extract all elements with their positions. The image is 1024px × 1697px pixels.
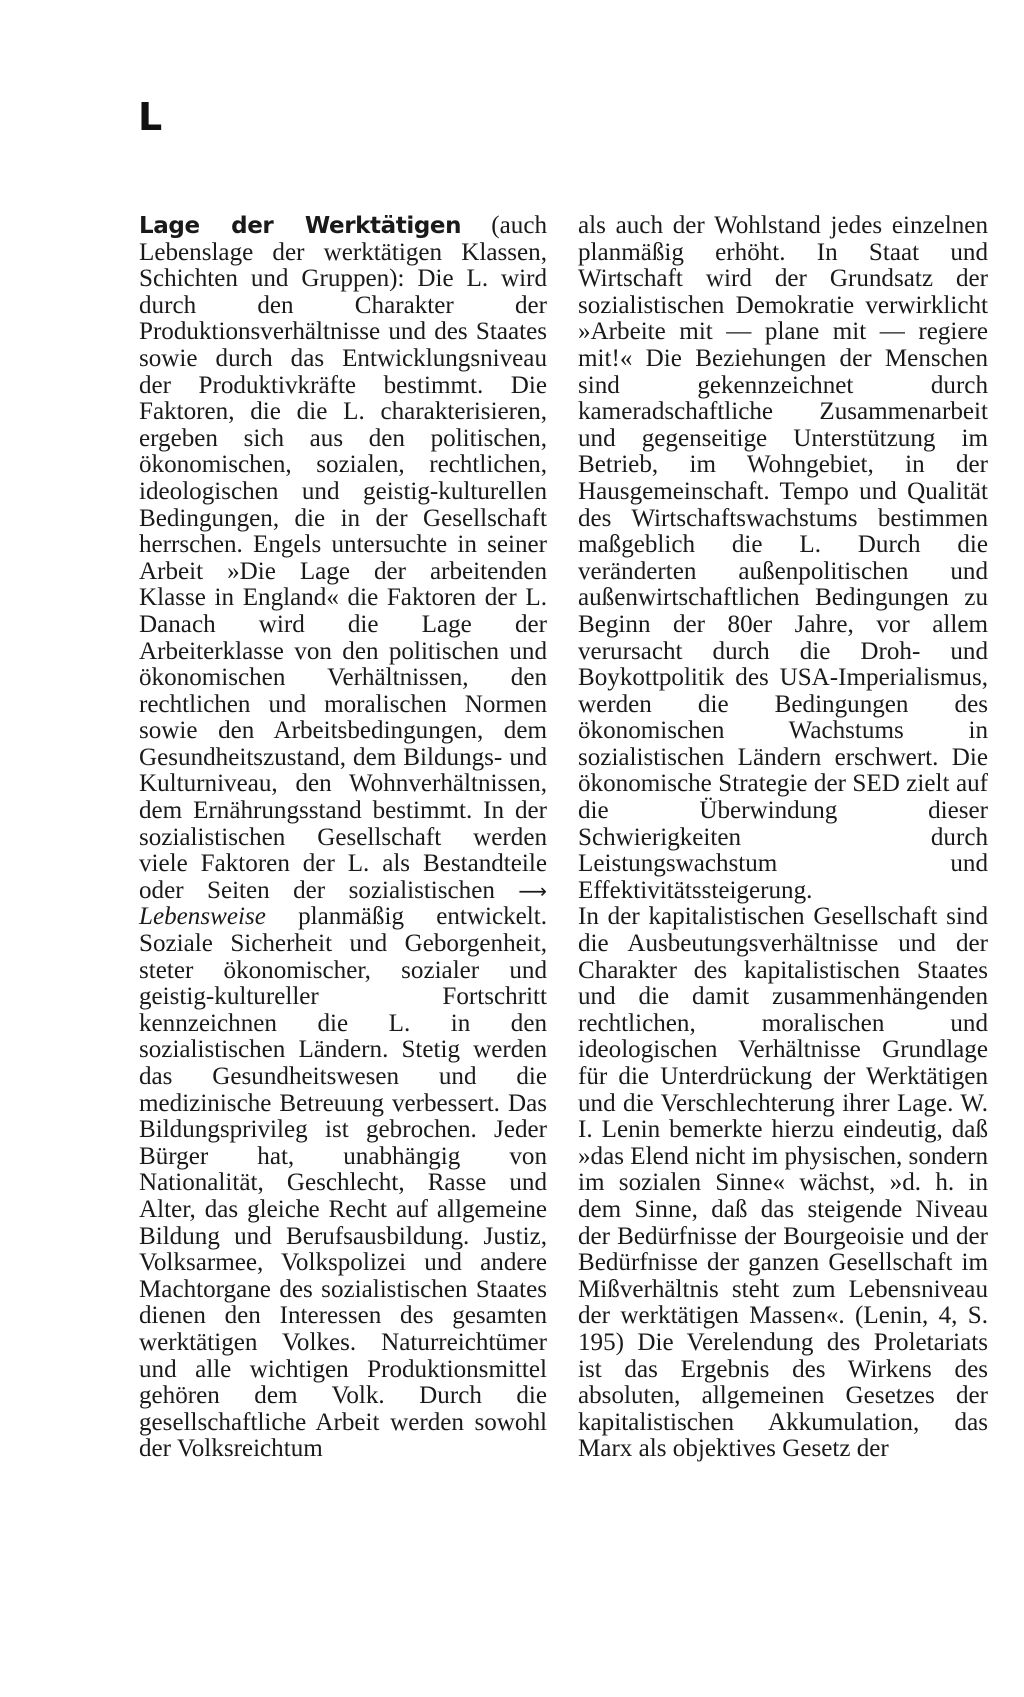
cross-reference-arrow-icon: ⟶ — [518, 878, 547, 903]
entry-paragraph — [139, 213, 547, 1463]
entry-headword: Lage der Werktätigen — [139, 213, 462, 239]
entry-paragraph-capitalist: In der kapitalistischen Gesellschaft sind die Ausbeutungsverhältnisse und der Charakter des kapitalistischen Staates und die damit zusammenhängenden rechtlichen, moralischen und ideologischen Verhältnisse Grundlage für die Unterdrückung der Werktätigen und die Verschlechterung ihrer Lage. W. I. Lenin bemerkte hierzu eindeutig, daß »das Elend nicht im physischen, sondern im sozialen Sinne« wächst, »d. h. in dem Sinne, daß das steigende Niveau der Bedürfnisse der Bourgeoisie und der Bedürfnisse der ganzen Gesellschaft im Mißverhältnis steht zum Lebensniveau der werktätigen Massen«. (Lenin, 4, S. 195) Die Verelendung des Proletariats ist das Ergebnis des Wirkens des absoluten, allgemeinen Gesetzes der kapitalistischen Akkumulation, das Marx als objektives Gesetz der — [578, 903, 988, 1463]
right-text-column — [578, 213, 988, 1463]
entry-text-continued: planmäßig entwickelt. Soziale Sicherheit und Geborgenheit, steter ökonomischer, sozialer und geistig-kultureller Fortschritt kennzeichnen die L. in den sozialistischen Ländern. Stetig werden das Gesundheitswesen und die medizinische Betreuung verbessert. Das Bildungsprivileg ist gebrochen. Jeder Bürger hat, unabhängig von Nationalität, Geschlecht, Rasse und Alter, das gleiche Recht auf allgemeine Bildung und Berufsausbildung. Justiz, Volksarmee, Volkspolizei und andere Machtorgane des sozialistischen Staates dienen den Interessen des gesamten werktätigen Volkes. Naturreichtümer und alle wichtigen Produktionsmittel gehören dem Volk. Durch die gesellschaftliche Arbeit werden sowohl der Volksreichtum — [139, 903, 547, 1463]
left-text-column — [139, 213, 547, 1463]
cross-reference-term[interactable]: Lebensweise — [139, 903, 266, 931]
section-letter-heading: L — [138, 95, 163, 139]
entry-text-intro: (auch Lebenslage der werktätigen Klassen, Schichten und Gruppen): Die L. wird durch den Charakter der Produktionsverhältnisse und des Staates sowie durch das Entwicklungsniveau der Produktivkräfte bestimmt. Die Faktoren, die die L. charakterisieren, ergeben sich aus den politischen, ökonomischen, sozialen, rechtlichen, ideologischen und geistig-kulturellen Bedingungen, die in der Gesellschaft herrschen. Engels untersuchte in seiner Arbeit »Die Lage der arbeitenden Klasse in England« die Faktoren der L. Danach wird die Lage der Arbeiterklasse von den politischen und ökonomischen Verhältnissen, den rechtlichen und moralischen Normen sowie den Arbeitsbedingungen, dem Gesundheitszustand, dem Bildungs- und Kulturniveau, den Wohnverhältnissen, dem Ernährungsstand bestimmt. In der sozialistischen Gesellschaft werden viele Faktoren der L. als Bestandteile oder Seiten der sozialistischen — [139, 212, 547, 904]
entry-paragraph-socialist: als auch der Wohlstand jedes einzelnen planmäßig erhöht. In Staat und Wirtschaft wird der Grundsatz der sozialistischen Demokratie verwirklicht »Arbeite mit — plane mit — regiere mit!« Die Beziehungen der Menschen sind gekennzeichnet durch kameradschaftliche Zusammenarbeit und gegenseitige Unterstützung im Betrieb, im Wohngebiet, in der Hausgemeinschaft. Tempo und Qualität des Wirtschaftswachstums bestimmen maßgeblich die L. Durch die veränderten außenpolitischen und außenwirtschaftlichen Bedingungen zu Beginn der 80er Jahre, vor allem verursacht durch die Droh- und Boykottpolitik des USA-Imperialismus, werden die Bedingungen des ökonomischen Wachstums in sozialistischen Ländern erschwert. Die ökonomische Strategie der SED zielt auf die Überwindung dieser Schwierigkeiten durch Leistungswachstum und Effektivitätssteigerung. — [578, 212, 988, 904]
